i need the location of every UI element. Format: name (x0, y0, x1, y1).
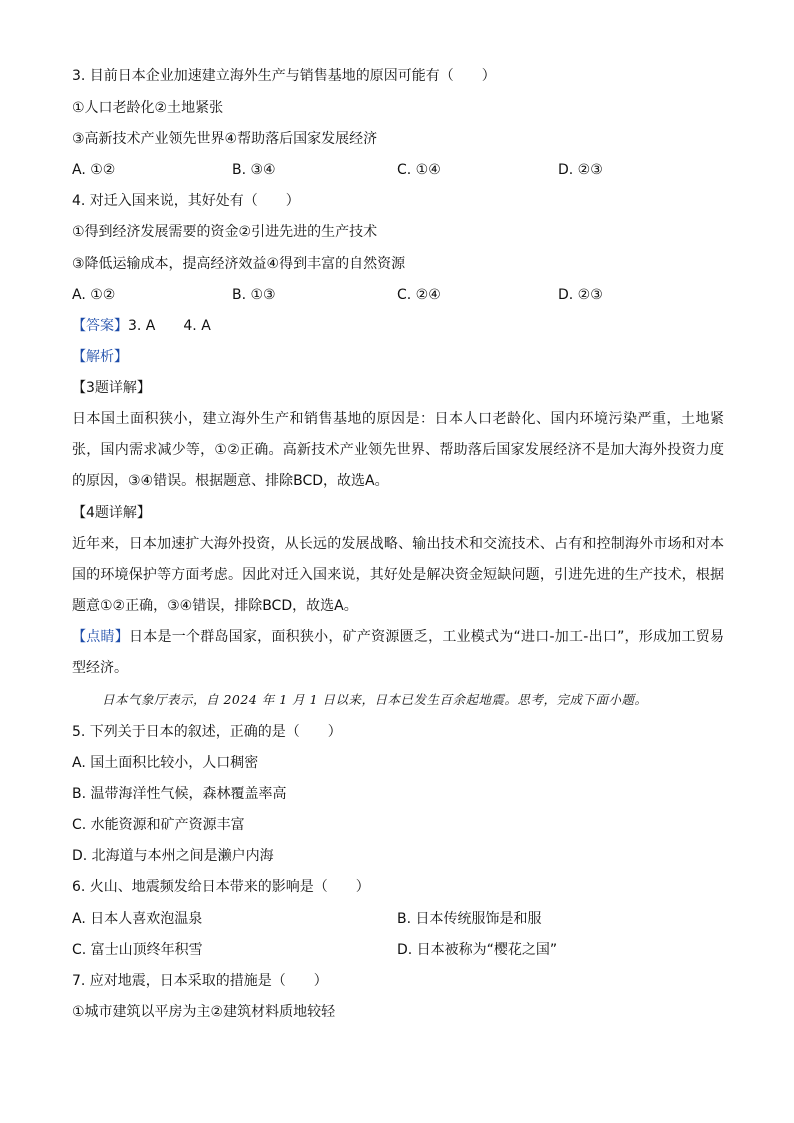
detail4-text: 近年来，日本加速扩大海外投资，从长远的发展战略、输出技术和交流技术、占有和控制海外市场和对本国的环境保护等方面考虑。因此对迁入国来说，其好处是解决资金短缺问题，引进先进的生产技术，根据题意①②正确，③④错误，排除BCD，故选A。 (72, 536, 724, 614)
q6-option-b: B. 日本传统服饰是和服 (397, 911, 542, 927)
q3-option-d: D. ②③ (558, 162, 603, 178)
q4-option-b: B. ①③ (232, 287, 276, 303)
q4-option-d: D. ②③ (558, 287, 603, 303)
q5-stem: 5. 下列关于日本的叙述，正确的是（ ） (72, 724, 342, 740)
answer-label: 【答案】 (72, 318, 128, 334)
group-intro: 日本气象厅表示，自 2024 年 1 月 1 日以来，日本已发生百余起地震。思考，完成下面小题。 (102, 692, 648, 707)
q5-option-b: B. 温带海洋性气候，森林覆盖率高 (72, 786, 287, 802)
comment-block (72, 622, 724, 684)
q4-option-a: A. ①② (72, 287, 116, 303)
q4-option-c: C. ②④ (397, 287, 441, 303)
q3-statement-1: ①人口老龄化②土地紧张 (72, 100, 224, 116)
q3-option-c: C. ①④ (397, 162, 441, 178)
detail3-text: 日本国土面积狭小，建立海外生产和销售基地的原因是：日本人口老龄化、国内环境污染严重，土地紧张，国内需求减少等，①②正确。高新技术产业领先世界、帮助落后国家发展经济不是加大海外投资力度的原因，③④错误。根据题意、排除BCD，故选A。 (72, 411, 724, 489)
q4-statement-2: ③降低运输成本，提高经济效益④得到丰富的自然资源 (72, 256, 406, 272)
q6-stem: 6. 火山、地震频发给日本带来的影响是（ ） (72, 879, 370, 895)
answer-line (72, 316, 211, 336)
comment-text: 日本是一个群岛国家，面积狭小，矿产资源匮乏，工业模式为“进口-加工-出口”，形成加工贸易型经济。 (72, 629, 725, 676)
q7-statement-1: ①城市建筑以平房为主②建筑材料质地较轻 (72, 1004, 336, 1020)
q6-option-c: C. 富士山顶终年积雪 (72, 942, 203, 958)
answer-text: 3. A 4. A (128, 318, 211, 334)
q3-option-a: A. ①② (72, 162, 116, 178)
detail4-label: 【4题详解】 (72, 505, 151, 521)
comment-label: 【点睛】 (72, 629, 129, 645)
detail3-label: 【3题详解】 (72, 380, 151, 396)
q7-stem: 7. 应对地震，日本采取的措施是（ ） (72, 973, 328, 989)
q5-option-c: C. 水能资源和矿产资源丰富 (72, 817, 245, 833)
q4-stem: 4. 对迁入国来说，其好处有（ ） (72, 193, 300, 209)
q3-option-b: B. ③④ (232, 162, 276, 178)
q5-option-d: D. 北海道与本州之间是濑户内海 (72, 848, 274, 864)
q3-statement-2: ③高新技术产业领先世界④帮助落后国家发展经济 (72, 131, 378, 147)
q6-option-a: A. 日本人喜欢泡温泉 (72, 911, 203, 927)
q3-stem: 3. 目前日本企业加速建立海外生产与销售基地的原因可能有（ ） (72, 68, 496, 84)
analysis-label: 【解析】 (72, 349, 128, 365)
q6-option-d: D. 日本被称为“樱花之国” (397, 942, 558, 958)
q4-statement-1: ①得到经济发展需要的资金②引进先进的生产技术 (72, 224, 378, 240)
q5-option-a: A. 国土面积比较小，人口稠密 (72, 755, 259, 771)
